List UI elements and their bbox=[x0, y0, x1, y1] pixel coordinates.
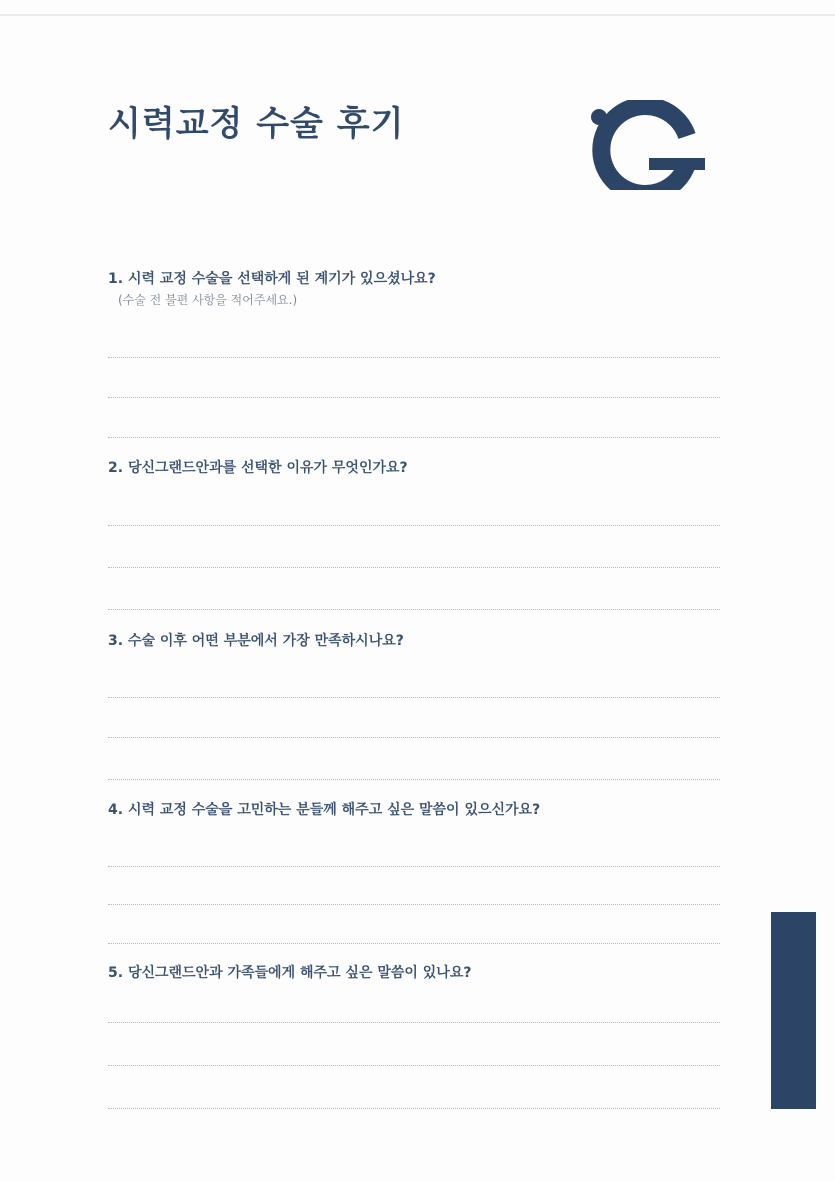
question-3 bbox=[108, 630, 404, 650]
question-2 bbox=[108, 457, 408, 477]
answer-rule bbox=[108, 866, 720, 867]
answer-1 bbox=[108, 318, 720, 438]
answer-rule bbox=[108, 779, 720, 780]
question-number: 2. bbox=[108, 460, 124, 476]
answer-line bbox=[108, 702, 720, 742]
question-number: 5. bbox=[108, 965, 124, 981]
answer-rule bbox=[108, 943, 720, 944]
question-number: 3. bbox=[108, 633, 124, 649]
answer-2 bbox=[108, 490, 720, 610]
answer-line bbox=[108, 742, 720, 782]
clinic-logo-icon bbox=[585, 100, 705, 190]
answer-line bbox=[108, 1072, 720, 1112]
answer-rule bbox=[108, 737, 720, 738]
answer-3 bbox=[108, 662, 720, 782]
answer-line bbox=[108, 318, 720, 358]
answer-line bbox=[108, 662, 720, 702]
answer-rule bbox=[108, 1108, 720, 1109]
question-5 bbox=[108, 962, 471, 982]
side-tab bbox=[771, 912, 816, 1109]
question-4 bbox=[108, 799, 540, 819]
question-text: 당신그랜드안과를 선택한 이유가 무엇인가요? bbox=[127, 460, 408, 476]
question-text: 당신그랜드안과 가족들에게 해주고 싶은 말씀이 있나요? bbox=[127, 965, 472, 981]
answer-5 bbox=[108, 992, 720, 1112]
answer-line bbox=[108, 398, 720, 438]
answer-rule bbox=[108, 357, 720, 358]
question-text: 수술 이후 어떤 부분에서 가장 만족하시나요? bbox=[127, 633, 404, 649]
answer-rule bbox=[108, 525, 720, 526]
page-title: 시력교정 수술 후기 bbox=[108, 104, 405, 144]
question-number: 1. bbox=[108, 271, 124, 287]
side-tab-label bbox=[771, 912, 816, 1109]
answer-line bbox=[108, 490, 720, 530]
answer-4 bbox=[108, 832, 720, 952]
question-1-subtext: (수술 전 불편 사항을 적어주세요.) bbox=[118, 293, 298, 307]
question-text: 시력 교정 수술을 고민하는 분들께 해주고 싶은 말씀이 있으신가요? bbox=[127, 802, 541, 818]
answer-line bbox=[108, 1032, 720, 1072]
answer-rule bbox=[108, 609, 720, 610]
page-top-edge bbox=[0, 14, 835, 16]
answer-line bbox=[108, 570, 720, 610]
question-1 bbox=[108, 268, 436, 288]
answer-rule bbox=[108, 1065, 720, 1066]
answer-rule bbox=[108, 1022, 720, 1023]
answer-line bbox=[108, 358, 720, 398]
question-number: 4. bbox=[108, 802, 124, 818]
answer-line bbox=[108, 992, 720, 1032]
question-text: 시력 교정 수술을 선택하게 된 계기가 있으셨나요? bbox=[127, 271, 436, 287]
answer-rule bbox=[108, 397, 720, 398]
answer-line bbox=[108, 530, 720, 570]
answer-rule bbox=[108, 904, 720, 905]
answer-line bbox=[108, 912, 720, 952]
answer-line bbox=[108, 872, 720, 912]
answer-rule bbox=[108, 567, 720, 568]
answer-rule bbox=[108, 437, 720, 438]
answer-rule bbox=[108, 697, 720, 698]
